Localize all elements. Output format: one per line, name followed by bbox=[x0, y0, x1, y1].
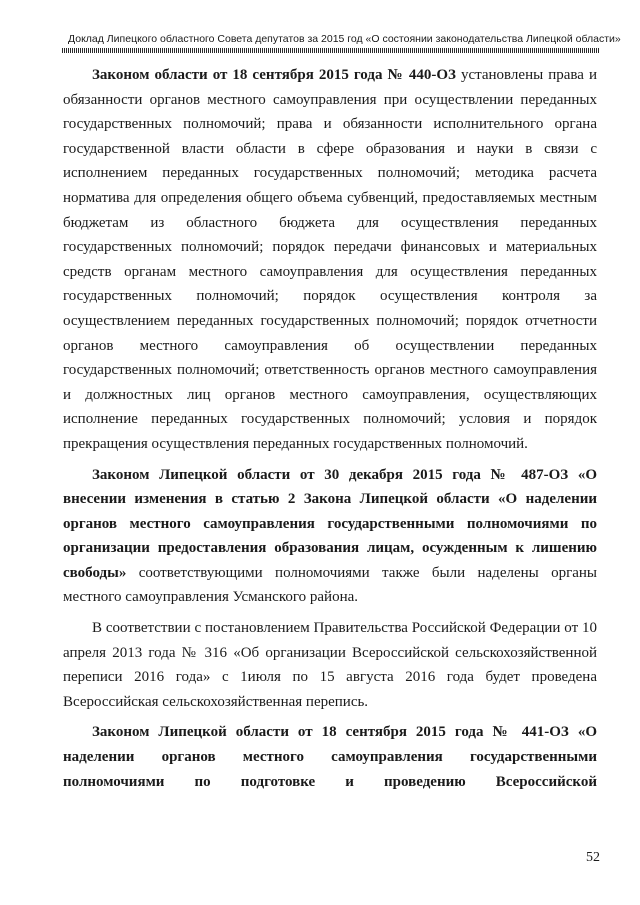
paragraph-law-441 bbox=[63, 720, 597, 794]
paragraph-census bbox=[63, 616, 597, 714]
paragraph-law-440 bbox=[63, 63, 597, 457]
paragraph-law-487 bbox=[63, 463, 597, 611]
header-rule bbox=[62, 48, 600, 53]
paragraph-text: В соответствии с постановлением Правительства Российской Федерации от 10 апреля 2013 года № 316 «Об организации Всероссийской сельскохозяйственной переписи 2016 года» с 1июля по 15 августа 2016 года будет проведена Всероссийская сельскохозяйственная перепись. bbox=[63, 620, 597, 710]
page-number: 52 bbox=[586, 850, 600, 865]
paragraph-text: соответствующими полномочиями также были наделены органы местного самоуправления Усманского района. bbox=[63, 564, 597, 606]
law-reference: Законом Липецкой области от 30 декабря 2015 года № 487-ОЗ «О внесении изменения в статью 2 Закона Липецкой области «О наделении органов местного самоуправления государственными полномочиями по организации предоставления образования лицам, осужденным к лишению свободы» bbox=[63, 466, 597, 581]
page-header: Доклад Липецкого областного Совета депутатов за 2015 год «О состоянии законодательства Липецкой области» bbox=[68, 33, 621, 45]
law-reference: Законом Липецкой области от 18 сентября 2015 года № 441-ОЗ «О наделении органов местного самоуправления государственными полномочиями по подготовке и проведению Всероссийской bbox=[63, 724, 597, 790]
paragraph-text: установлены права и обязанности органов местного самоуправления при осуществлении переданных государственных полномочий; права и обязанности исполнительного органа государственной власти области в сфере образования и науки в связи с исполнением переданных государственных полномочий; методика расчета норматива для определения общего объема субвенций, предоставляемых местным бюджетам из областного бюджета для осуществления переданных государственных полномочий; порядок передачи финансовых и материальных средств органам местного самоуправления для осуществления переданных государственных полномочий; порядок осуществления контроля за осуществлением переданных государственных полномочий; порядок отчетности органов местного самоуправления об осуществлении переданных государственных полномочий; ответственность органов местного самоуправления и должностных лиц органов местного самоуправления, осуществляющих исполнение переданных государственных полномочий; условия и порядок прекращения осуществления переданных государственных полномочий. bbox=[63, 67, 597, 452]
law-reference: Законом области от 18 сентября 2015 года № 440-ОЗ bbox=[92, 67, 456, 83]
document-body bbox=[63, 63, 597, 800]
